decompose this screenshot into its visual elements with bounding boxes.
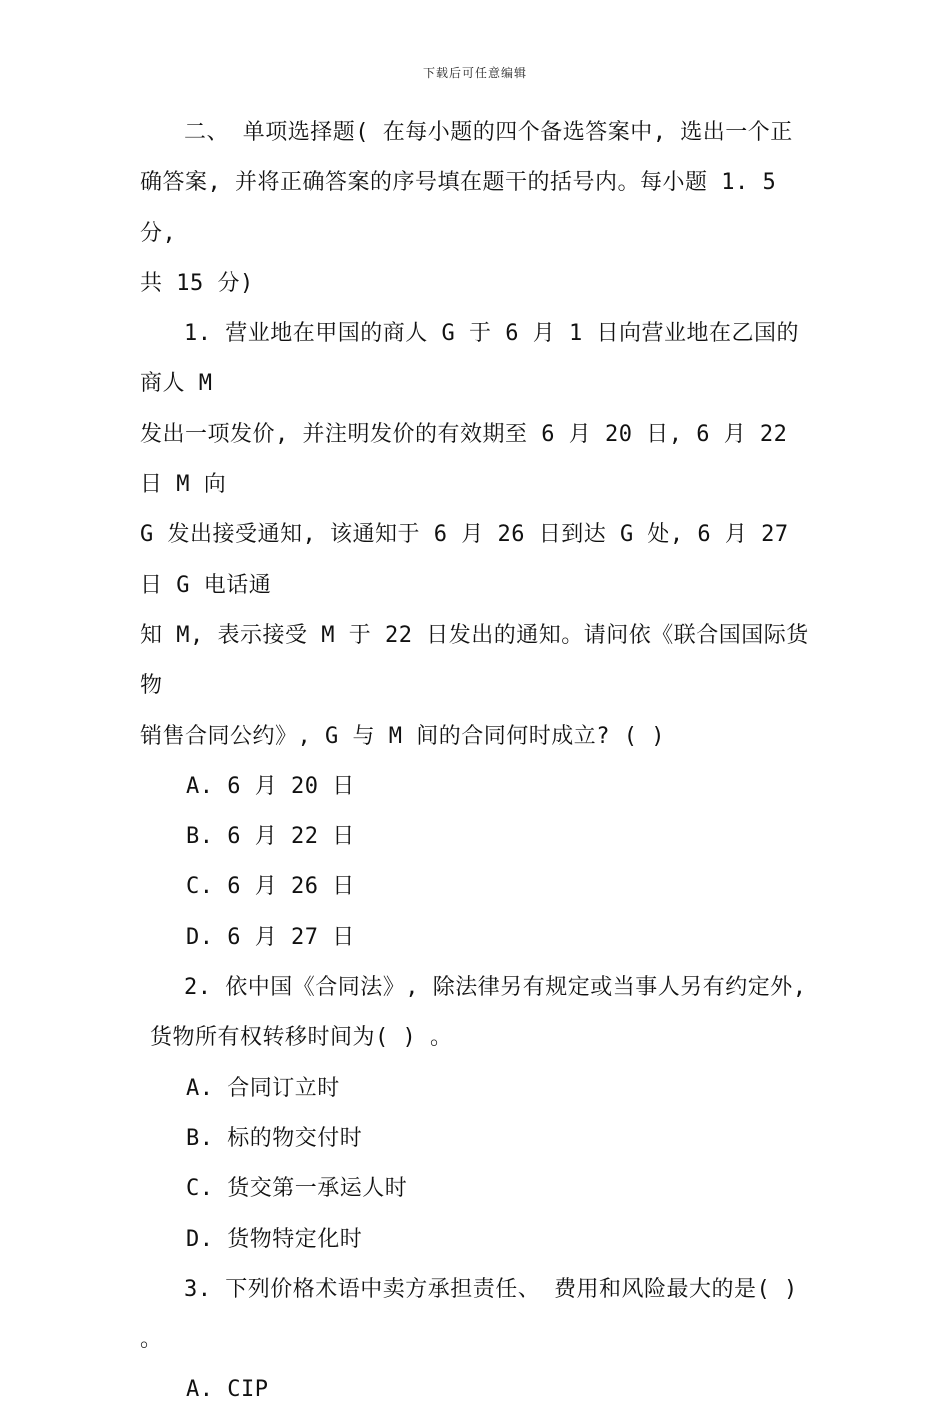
- page-header: 下载后可任意编辑: [422, 66, 527, 80]
- section-heading-line: 二、 单项选择题( 在每小题的四个备选答案中, 选出一个正: [184, 120, 793, 145]
- question-1-option-a: A. 6 月 20 日: [186, 773, 355, 799]
- question-2-option-c: C. 货交第一承运人时: [186, 1176, 408, 1202]
- section-heading-line: 共 15 分): [140, 270, 254, 296]
- question-1-option-b: B. 6 月 22 日: [186, 824, 355, 850]
- question-1-text: 1. 营业地在甲国的商人 G 于 6 月 1 日向营业地在乙国的商人 M: [140, 321, 799, 397]
- question-3-text: 。: [140, 1327, 163, 1353]
- question-2-text: 2. 依中国《合同法》, 除法律另有规定或当事人另有约定外,: [184, 975, 807, 1001]
- question-2-text: 货物所有权转移时间为( ) 。: [150, 1025, 453, 1051]
- question-1-option-c: C. 6 月 26 日: [186, 874, 355, 900]
- question-1-text: G 发出接受通知, 该通知于 6 月 26 日到达 G 处, 6 月 27 日 G 电话通: [140, 522, 789, 598]
- question-1-text: 知 M, 表示接受 M 于 22 日发出的通知。请问依《联合国国际货物: [140, 622, 809, 699]
- question-2-option-d: D. 货物特定化时: [186, 1226, 363, 1252]
- question-1-text: 销售合同公约》, G 与 M 间的合同何时成立? ( ): [140, 723, 665, 749]
- question-2-option-a: A. 合同订立时: [186, 1075, 340, 1101]
- document-body: [140, 108, 820, 1416]
- section-heading-line: 确答案, 并将正确答案的序号填在题干的括号内。每小题 1. 5 分,: [140, 170, 777, 246]
- question-3-text: 3. 下列价格术语中卖方承担责任、 费用和风险最大的是( ): [184, 1276, 798, 1302]
- question-1-text: 发出一项发价, 并注明发价的有效期至 6 月 20 日, 6 月 22 日 M 向: [140, 421, 788, 498]
- question-1-option-d: D. 6 月 27 日: [186, 924, 355, 950]
- question-3-option-a: A. CIP: [186, 1377, 269, 1403]
- question-2-option-b: B. 标的物交付时: [186, 1125, 363, 1151]
